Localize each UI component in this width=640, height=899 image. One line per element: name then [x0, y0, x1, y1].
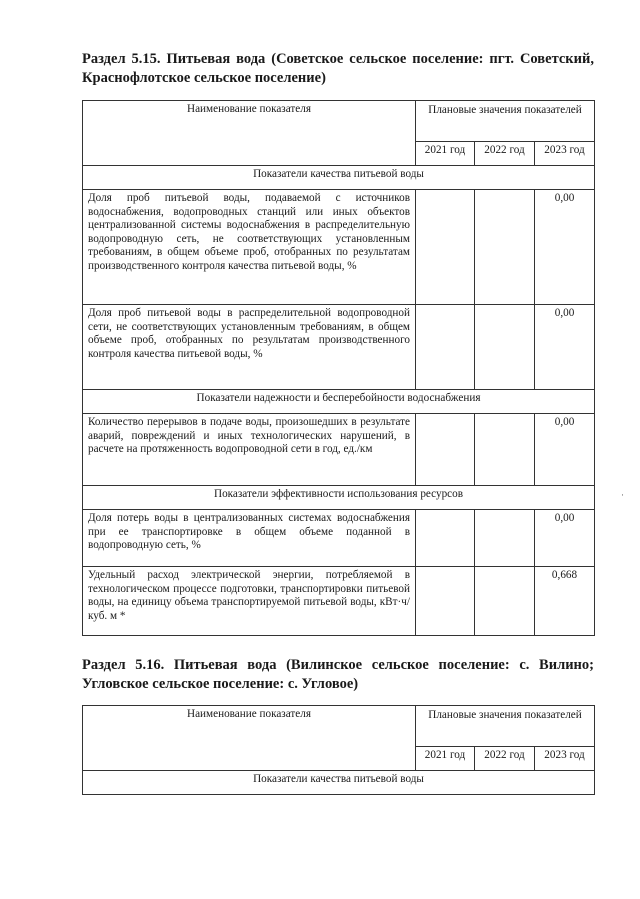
- group-header-efficiency: Показатели эффективности использования ресурсов: [83, 486, 595, 510]
- column-header-year: 2021 год: [416, 747, 475, 771]
- column-header-plan: Плановые значения показателей: [416, 101, 595, 142]
- column-header-year: 2022 год: [475, 142, 535, 166]
- indicator-name: Доля проб питьевой воды, подаваемой с источников водоснабжения, водопроводных станций или иных объектов централизованной системы водоснабжения в распределительную водопроводную сеть, не соответствующих установленным требованиям, в общем объеме проб, отобранных по результатам производственного контроля качества питьевой воды, %: [83, 190, 416, 305]
- column-header-plan: Плановые значения показателей: [416, 706, 595, 747]
- indicator-value-2022: [475, 567, 535, 636]
- indicator-value-2021: [416, 305, 475, 390]
- column-header-indicator: Наименование показателя: [83, 101, 416, 166]
- indicator-value-2021: [416, 567, 475, 636]
- column-header-indicator: Наименование показателя: [83, 706, 416, 771]
- scan-speck: ·: [621, 490, 624, 500]
- indicator-value-2023: 0,00: [535, 414, 595, 486]
- indicator-value-2022: [475, 305, 535, 390]
- group-header-reliability: Показатели надежности и бесперебойности водоснабжения: [83, 390, 595, 414]
- indicator-name: Доля потерь воды в централизованных системах водоснабжения при ее транспортировке в общем объеме поданной в водопроводную сеть, %: [83, 510, 416, 567]
- indicators-table-5-15: [82, 100, 595, 636]
- section-heading-5-16: Раздел 5.16. Питьевая вода (Вилинское сельское поселение: с. Вилино; Угловское сельское поселение: с. Угловое): [82, 657, 594, 692]
- indicator-value-2022: [475, 510, 535, 567]
- group-header-quality: Показатели качества питьевой воды: [83, 771, 595, 795]
- section-heading-5-15: Раздел 5.15. Питьевая вода (Советское сельское поселение: пгт. Советский, Краснофлотское сельское поселение): [82, 51, 594, 86]
- column-header-year: 2021 год: [416, 142, 475, 166]
- indicator-value-2021: [416, 190, 475, 305]
- column-header-year: 2022 год: [475, 747, 535, 771]
- column-header-year: 2023 год: [535, 747, 595, 771]
- indicator-value-2023: 0,00: [535, 305, 595, 390]
- indicator-name: Доля проб питьевой воды в распределительной водопроводной сети, не соответствующих установленным требованиям, в общем объеме проб, отобранных по результатам производственного контроля качества питьевой воды, %: [83, 305, 416, 390]
- indicator-name: Удельный расход электрической энергии, потребляемой в технологическом процессе подготовки, транспортировки питьевой воды, на единицу объема транспортируемой питьевой воды, кВт·ч/куб. м *: [83, 567, 416, 636]
- indicator-name: Количество перерывов в подаче воды, произошедших в результате аварий, повреждений и иных технологических нарушений, в расчете на протяженность водопроводной сети в год, ед./км: [83, 414, 416, 486]
- indicator-value-2021: [416, 414, 475, 486]
- indicator-value-2023: 0,00: [535, 190, 595, 305]
- indicator-value-2023: 0,00: [535, 510, 595, 567]
- indicator-value-2023: 0,668: [535, 567, 595, 636]
- indicator-value-2022: [475, 414, 535, 486]
- column-header-year: 2023 год: [535, 142, 595, 166]
- indicator-value-2022: [475, 190, 535, 305]
- indicator-value-2021: [416, 510, 475, 567]
- group-header-quality: Показатели качества питьевой воды: [83, 166, 595, 190]
- indicators-table-5-16: [82, 705, 595, 795]
